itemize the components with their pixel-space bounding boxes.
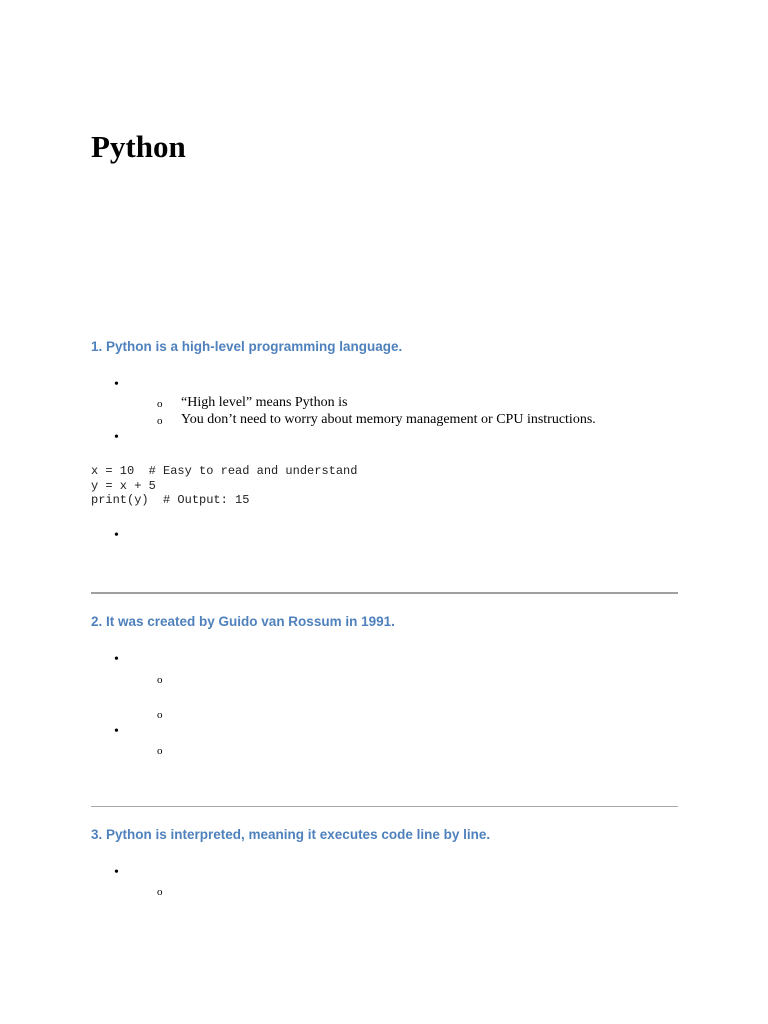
subbullet-marker: o	[157, 398, 163, 410]
section-1-subitem-2: You don’t need to worry about memory management or CPU instructions.	[181, 412, 596, 427]
bullet-marker: •	[114, 724, 119, 739]
section-3-heading: 3. Python is interpreted, meaning it executes code line by line.	[91, 827, 491, 842]
page-title: Python	[91, 129, 186, 164]
bullet-marker: •	[114, 377, 119, 392]
bullet-marker: •	[114, 865, 119, 880]
section-1-subitem-1: “High level” means Python is	[181, 395, 348, 410]
bullet-marker: •	[114, 528, 119, 543]
subbullet-marker: o	[157, 886, 163, 898]
section-2-heading: 2. It was created by Guido van Rossum in 1991.	[91, 614, 395, 629]
horizontal-rule	[91, 592, 678, 594]
subbullet-marker: o	[157, 745, 163, 757]
horizontal-rule	[91, 806, 678, 807]
subbullet-marker: o	[157, 674, 163, 686]
section-1-heading: 1. Python is a high-level programming language.	[91, 339, 403, 354]
subbullet-marker: o	[157, 415, 163, 427]
code-block: x = 10 # Easy to read and understand y = x + 5 print(y) # Output: 15	[91, 464, 358, 507]
subbullet-marker: o	[157, 709, 163, 721]
bullet-marker: •	[114, 430, 119, 445]
bullet-marker: •	[114, 652, 119, 667]
